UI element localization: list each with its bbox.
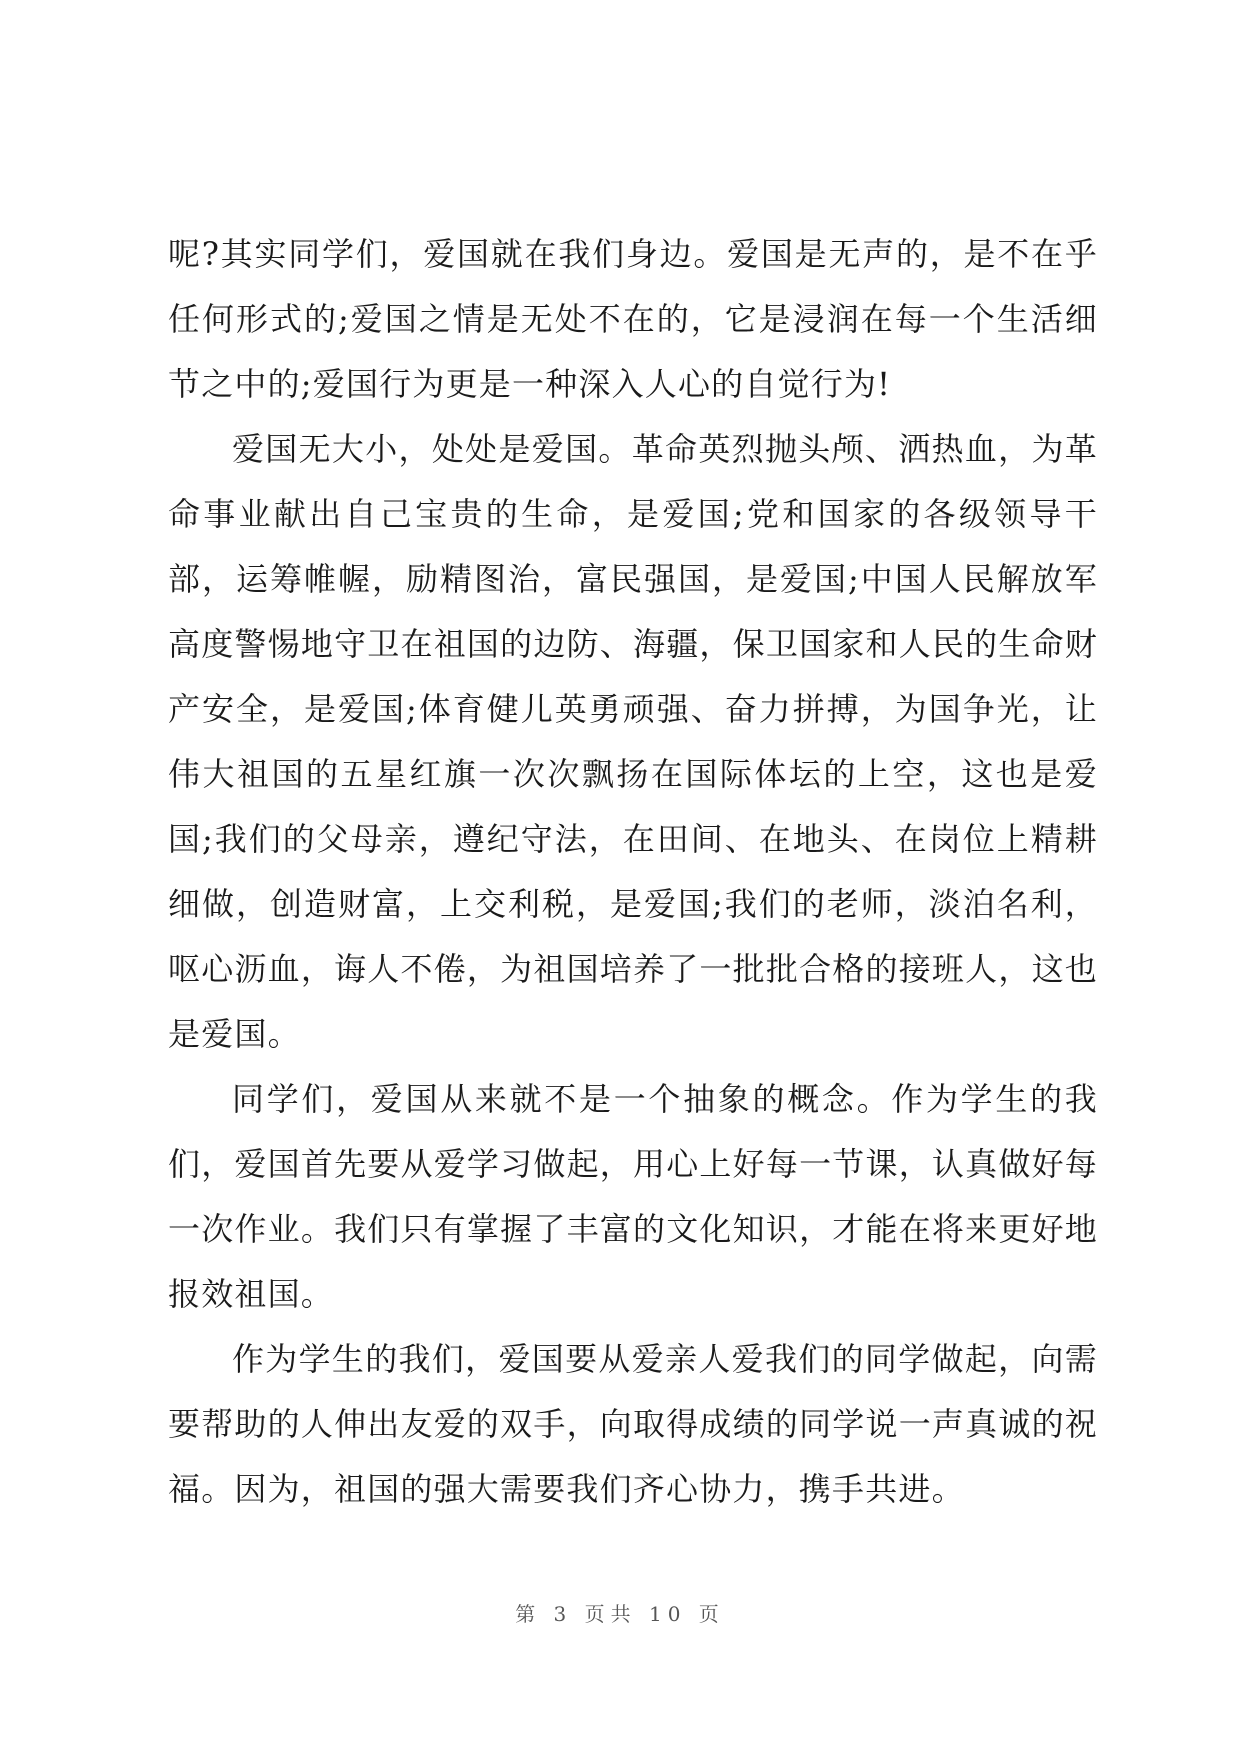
page-number-footer: 第 3 页共 10 页 xyxy=(515,1602,725,1626)
body-text xyxy=(168,222,1098,1522)
paragraph-1: 呢?其实同学们，爱国就在我们身边。爱国是无声的，是不在乎任何形式的;爱国之情是无处不在的，它是浸润在每一个生活细节之中的;爱国行为更是一种深入人心的自觉行为! xyxy=(168,235,1098,403)
paragraph-4: 作为学生的我们，爱国要从爱亲人爱我们的同学做起，向需要帮助的人伸出友爱的双手，向取得成绩的同学说一声真诚的祝福。因为，祖国的强大需要我们齐心协力，携手共进。 xyxy=(168,1340,1098,1508)
paragraph-2: 爱国无大小，处处是爱国。革命英烈抛头颅、洒热血，为革命事业献出自己宝贵的生命，是爱国;党和国家的各级领导干部，运筹帷幄，励精图治，富民强国，是爱国;中国人民解放军高度警惕地守卫在祖国的边防、海疆，保卫国家和人民的生命财产安全，是爱国;体育健儿英勇顽强、奋力拼搏，为国争光，让伟大祖国的五星红旗一次次飘扬在国际体坛的上空，这也是爱国;我们的父母亲，遵纪守法，在田间、在地头、在岗位上精耕细做，创造财富，上交利税，是爱国;我们的老师，淡泊名利，呕心沥血，诲人不倦，为祖国培养了一批批合格的接班人，这也是爱国。 xyxy=(168,430,1098,1053)
paragraph-3: 同学们，爱国从来就不是一个抽象的概念。作为学生的我们，爱国首先要从爱学习做起，用心上好每一节课，认真做好每一次作业。我们只有掌握了丰富的文化知识，才能在将来更好地报效祖国。 xyxy=(168,1080,1098,1313)
